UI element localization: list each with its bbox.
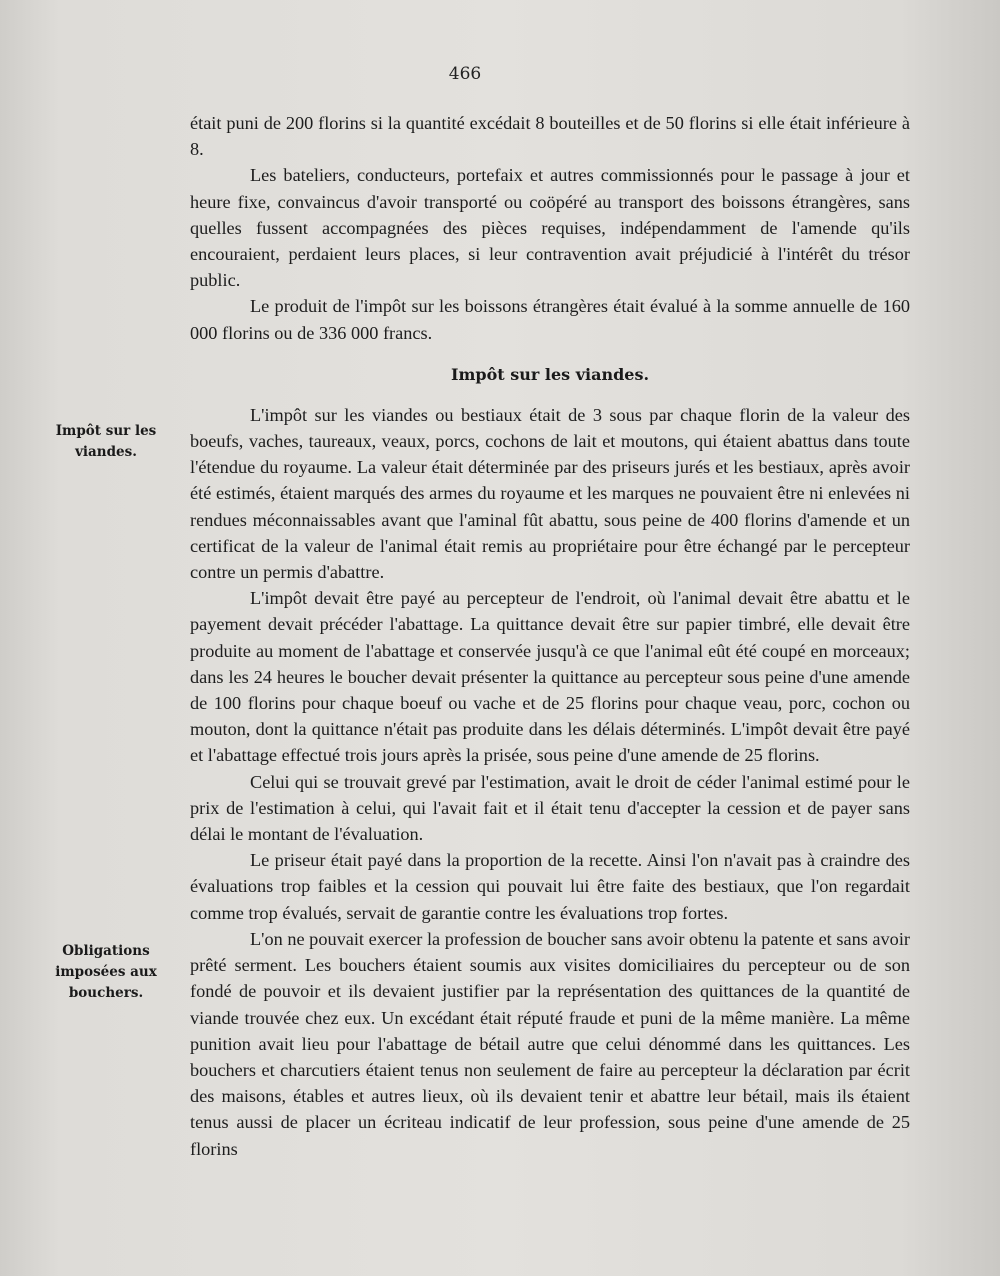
section-heading: Impôt sur les viandes. [450,364,650,384]
paragraph: Celui qui se trouvait grevé par l'estimation, avait le droit de céder l'animal estimé pour le prix de l'estimation à celui, qui l'avait fait et il était tenu d'accepter la cession et de payer sans délai le montant de l'évaluation. [190,771,910,845]
main-text-column [190,110,910,1162]
paragraph: L'impôt devait être payé au percepteur de l'endroit, où l'animal devait être abattu et le payement devait précéder l'abattage. La quittance devait être sur papier timbré, elle devait être produite au moment de l'abattage et conservée jusqu'à ce que l'animal eût été coupé en morceaux; dans les 24 heures le boucher devait présenter la quittance au percepteur sous peine d'une amende de 100 florins pour chaque boeuf ou vache et de 25 florins pour chaque veau, porc, cochon ou mouton, dont la quittance n'était pas produite dans les délais déterminés. L'impôt devait être payé et l'abattage effectué trois jours après la prisée, sous peine d'une amende de 25 florins. [190,588,910,766]
paragraph: Les bateliers, conducteurs, portefaix et autres commissionnés pour le passage à jour et heure fixe, convaincus d'avoir transporté ou coöpéré au transport des boissons étrangères, sans quelles fussent accompagnées des pièces requises, indépendamment de l'amende qu'ils encouraient, perdaient leurs places, si leur contravention avait préjudicié à l'intérêt du trésor public. [190,165,910,291]
page-number: 466 [448,64,482,84]
paragraph: L'impôt sur les viandes ou bestiaux était de 3 sous par chaque florin de la valeur des boeufs, vaches, taureaux, veaux, porcs, cochons de lait et moutons, qui étaient abattus dans toute l'étendue du royaume. La valeur était déterminée par des priseurs jurés et les bestiaux, après avoir été estimés, étaient marqués des armes du royaume et les marques ne pouvaient être ni enlevées ni rendues méconnaissables avant que l'aminal fût abattu, sous peine de 400 florins d'amende et un certificat de la valeur de l'animal était remis au propriétaire pour être échangé par le percepteur contre un permis d'abattre. [190,404,910,583]
paragraph: Le priseur était payé dans la proportion de la recette. Ainsi l'on n'avait pas à craindre des évaluations trop faibles et la cession qui pouvait lui être faite des bestiaux, que l'on regardait comme trop évalués, servait de garantie contre les évaluations trop fortes. [190,850,910,923]
paragraph: L'on ne pouvait exercer la profession de boucher sans avoir obtenu la patente et sans avoir prêté serment. Les bouchers étaient soumis aux visites domiciliaires du percepteur ou de son fondé de pouvoir et ils devaient justifier par la représentation des quittances de la quantité de viande trouvée chez eux. Un excédant était réputé fraude et puni de la même manière. La même punition avait lieu pour l'abattage de bétail autre que celui dénommé dans les quittances. Les bouchers et charcutiers étaient tenus non seulement de faire au percepteur la déclaration par écrit des maisons, étables et autres lieux, où ils devaient tenir et abattre leur bétail, mais ils étaient tenus aussi de placer un écriteau indicatif de leur profession, sous peine d'une amende de 25 florins [190,928,910,1159]
margin-note-obligations-bouchers: Obligations imposées aux bouchers. [55,943,157,1001]
margin-note-impot-viandes: Impôt sur les viandes. [55,423,157,460]
paragraph-continued: était puni de 200 florins si la quantité excédait 8 bouteilles et de 50 florins si elle était inférieure à 8. [190,113,910,160]
paragraph: Le produit de l'impôt sur les boissons étrangères était évalué à la somme annuelle de 160 000 florins ou de 336 000 francs. [190,296,910,343]
